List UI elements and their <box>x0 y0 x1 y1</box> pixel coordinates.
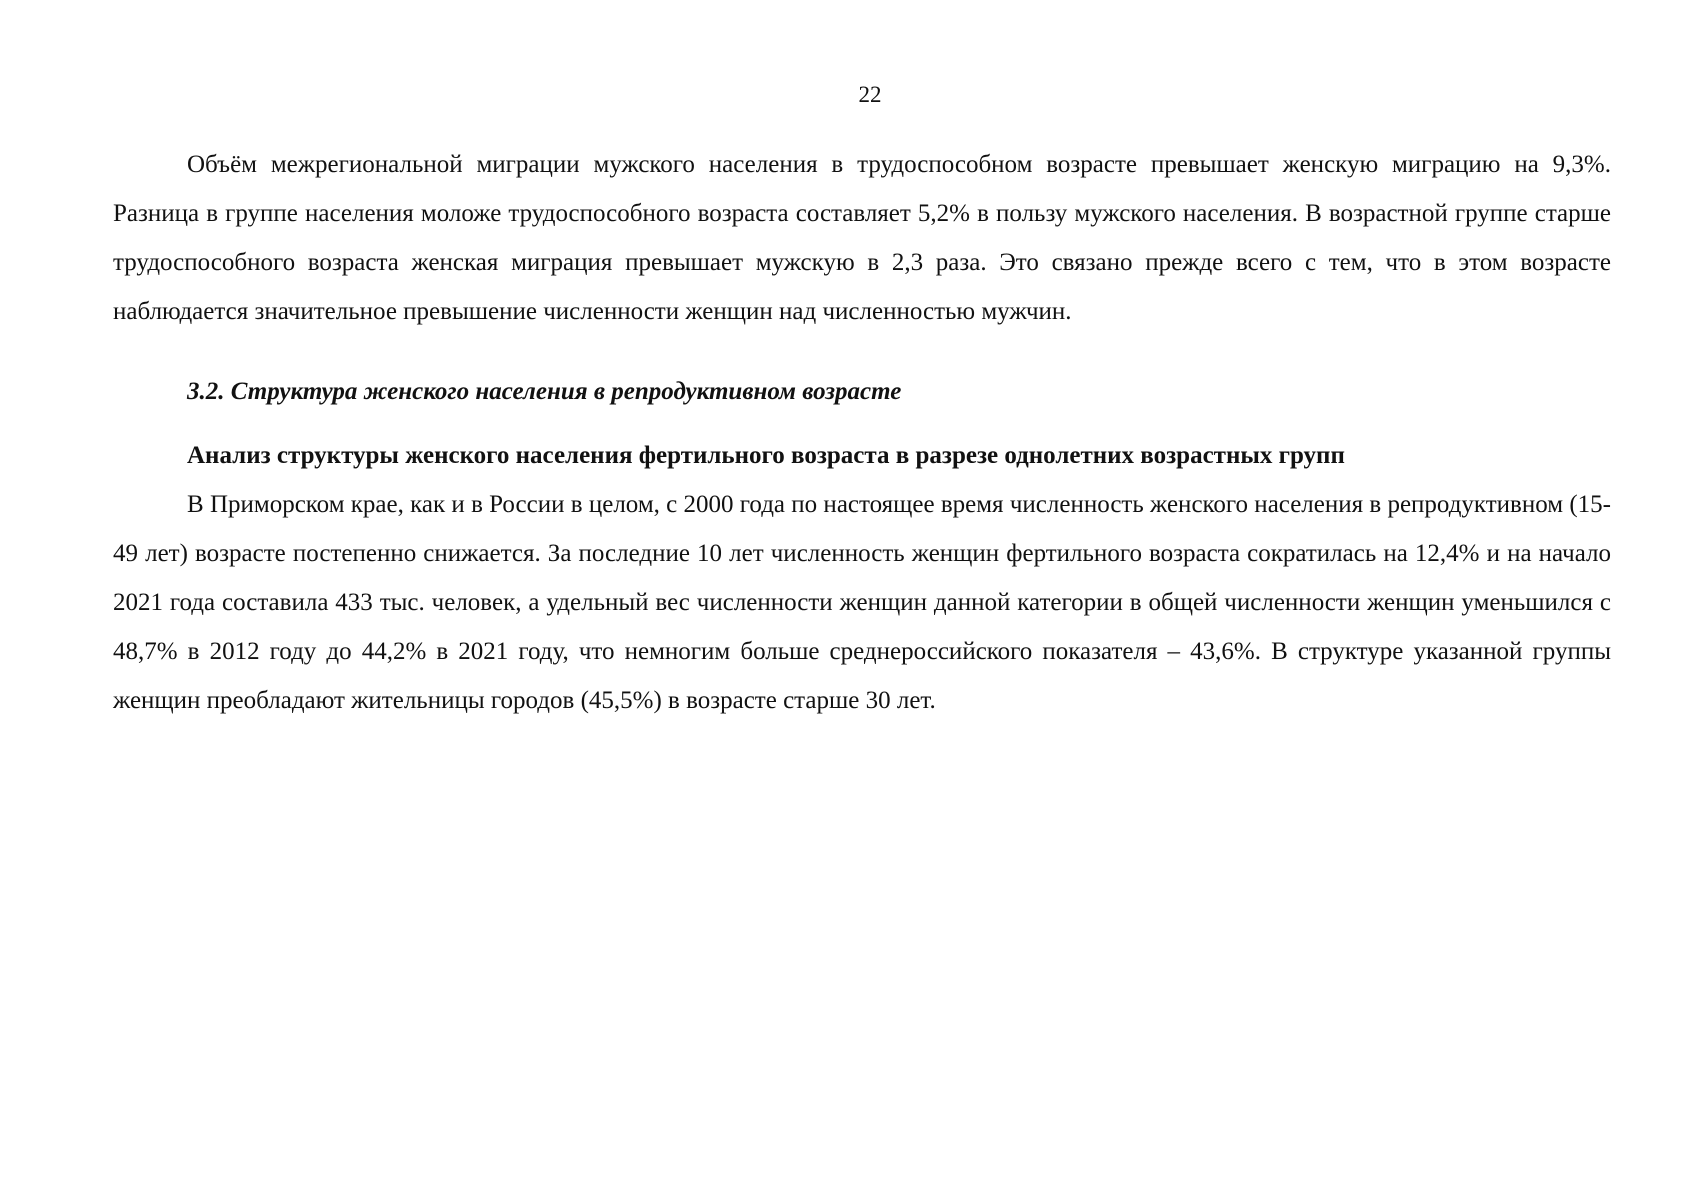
page-content <box>113 140 1611 725</box>
subsection-heading: Анализ структуры женского населения фертильного возраста в разрезе однолетних возрастных групп <box>187 442 1345 469</box>
paragraph-fertile-age: В Приморском крае, как и в России в целом, с 2000 года по настоящее время численность женского населения в репродуктивном (15-49 лет) возрасте постепенно снижается. За последние 10 лет численность женщин фертильного возраста сократилась на 12,4% и на начало 2021 года составила 433 тыс. человек, а удельный вес численности женщин данной категории в общей численности женщин уменьшился с 48,7% в 2012 году до 44,2% в 2021 году, что немногим больше среднероссийского показателя – 43,6%. В структуре указанной группы женщин преобладают жительницы городов (45,5%) в возрасте старше 30 лет. <box>113 491 1611 714</box>
paragraph-migration: Объём межрегиональной миграции мужского населения в трудоспособном возрасте превышает женскую миграцию на 9,3%. Разница в группе населения моложе трудоспособного возраста составляет 5,2% в пользу мужского населения. В возрастной группе старше трудоспособного возраста женская миграция превышает мужскую в 2,3 раза. Это связано прежде всего с тем, что в этом возрасте наблюдается значительное превышение численности женщин над численностью мужчин. <box>113 151 1611 325</box>
page-number: 22 <box>858 82 882 107</box>
section-heading: 3.2. Структура женского населения в репродуктивном возрасте <box>187 378 902 405</box>
